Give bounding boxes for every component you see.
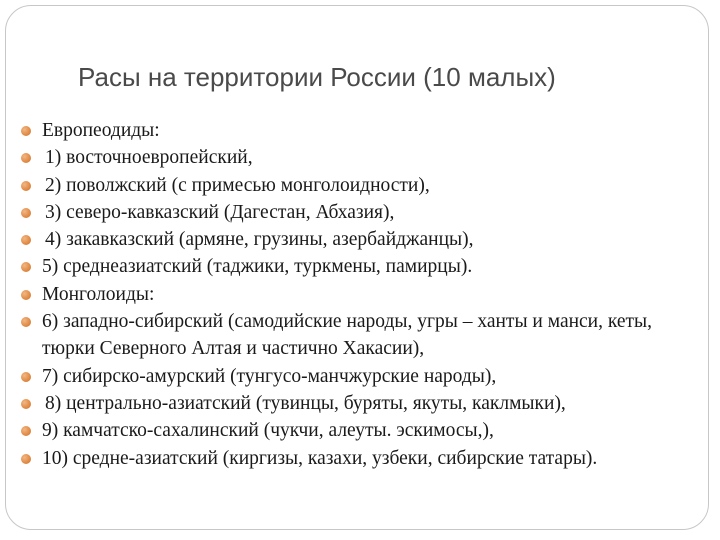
- bullet-icon: [21, 235, 31, 245]
- list-item: [20, 417, 690, 444]
- bullet-icon: [21, 454, 31, 464]
- list-item-text: Европеодиды:: [42, 120, 160, 141]
- bullet-icon: [21, 426, 31, 436]
- list-item-text: 6) западно-сибирский (самодийские народы, угры – ханты и манси, кеты, тюрки Северного Алтая и частично Хакасии),: [42, 311, 653, 360]
- list-item-text: 8) центрально-азиатский (тувинцы, буряты, якуты, каклмыки),: [45, 392, 566, 414]
- list-item-text: 2) поволжский (с примесью монголоидности),: [45, 174, 430, 196]
- bullet-icon: [21, 317, 31, 327]
- bullet-icon: [21, 126, 31, 136]
- list-item-text: 9) камчатско-сахалинский (чукчи, алеуты. эскимосы,),: [42, 420, 494, 442]
- list-item-text: 10) средне-азиатский (киргизы, казахи, узбеки, сибирские татары).: [42, 447, 598, 469]
- list-item: [20, 117, 690, 144]
- list-item: [20, 226, 690, 253]
- list-item: [20, 390, 690, 417]
- bullet-icon: [21, 399, 31, 409]
- bullet-icon: [21, 181, 31, 191]
- list-item: [20, 199, 690, 226]
- bullet-icon: [21, 290, 31, 300]
- list-item-text: 4) закавказский (армяне, грузины, азербайджанцы),: [45, 229, 474, 251]
- bullet-icon: [21, 153, 31, 163]
- list-item: [20, 281, 690, 308]
- list-item-text: 7) сибирско-амурский (тунгусо-манчжурские народы),: [42, 365, 497, 387]
- list-item: [20, 144, 690, 171]
- slide-title: Расы на территории России (10 малых): [78, 62, 556, 92]
- bullet-icon: [21, 262, 31, 272]
- list-item: [20, 363, 690, 390]
- bullet-icon: [21, 208, 31, 218]
- list-item: [20, 253, 690, 280]
- list-item: [20, 308, 690, 363]
- bullet-icon: [21, 372, 31, 382]
- list-item-text: 5) среднеазиатский (таджики, туркмены, памирцы).: [42, 256, 473, 278]
- list-item-text: Монголоиды:: [42, 283, 155, 305]
- list-item: [20, 172, 690, 199]
- list-item: [20, 445, 690, 472]
- bullet-list: [20, 117, 690, 472]
- list-item-text: 3) северо-кавказский (Дагестан, Абхазия),: [45, 201, 395, 223]
- list-item-text: 1) восточноевропейский,: [45, 147, 253, 169]
